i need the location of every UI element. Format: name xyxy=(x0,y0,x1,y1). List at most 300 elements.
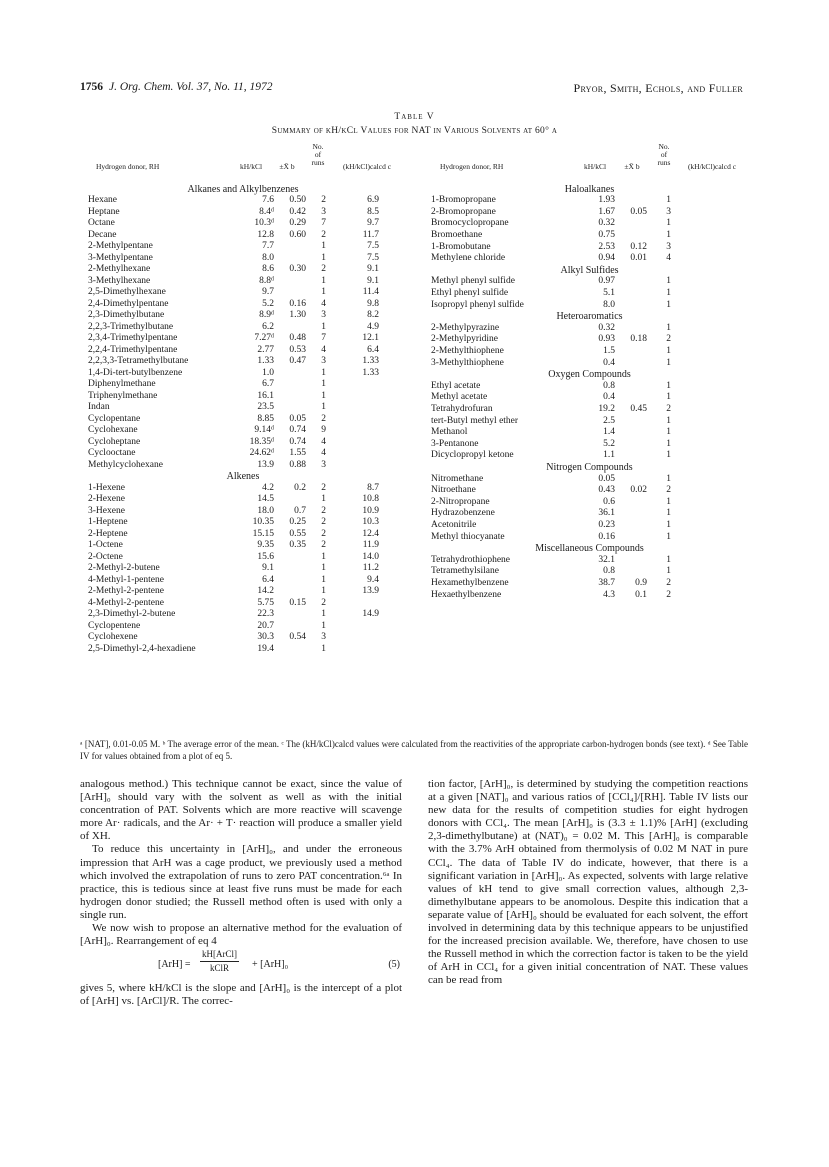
table-section-heading: Alkanes and Alkylbenzenes xyxy=(187,183,299,195)
table-row xyxy=(88,264,398,275)
cell-runs: 7 xyxy=(321,333,326,343)
cell-runs: 1 xyxy=(666,392,671,403)
cell-runs: 1 xyxy=(666,218,671,229)
table-row xyxy=(431,416,748,427)
cell-ratio: 22.3 xyxy=(257,609,274,619)
cell-ratio: 1.5 xyxy=(603,345,615,356)
cell-ratio: 0.93 xyxy=(598,334,615,345)
cell-runs: 1 xyxy=(321,287,326,297)
table-title: Table V xyxy=(394,112,435,122)
cell-ratio: 8.0 xyxy=(262,252,274,263)
cell-ratio: 1.1 xyxy=(603,450,615,461)
cell-donor: 2-Heptene xyxy=(88,528,128,539)
cell-calc: 8.2 xyxy=(367,310,379,320)
table-section-heading: Alkyl Sulfides xyxy=(560,264,619,276)
cell-calc: 8.7 xyxy=(367,482,379,493)
cell-runs: 2 xyxy=(321,229,326,240)
cell-error: 0.25 xyxy=(289,517,306,527)
cell-ratio: 8.85 xyxy=(257,413,274,424)
cell-runs: 3 xyxy=(321,632,326,642)
cell-error: 0.55 xyxy=(289,528,306,539)
cell-runs: 4 xyxy=(666,253,671,264)
cell-error: 0.45 xyxy=(630,403,647,414)
cell-runs: 4 xyxy=(321,436,326,447)
table-row xyxy=(431,520,748,531)
cell-runs: 2 xyxy=(321,597,326,608)
table-section-heading: Miscellaneous Compounds xyxy=(535,543,644,555)
cell-ratio: 23.5 xyxy=(257,402,274,412)
cell-calc: 9.1 xyxy=(367,264,379,274)
cell-calc: 10.9 xyxy=(362,505,379,516)
cell-donor: 2-Methylpentane xyxy=(88,241,153,251)
table-footnotes: ᵃ [NAT], 0.01-0.05 M. ᵇ The average error of the mean. ᶜ The (kH/kCl)calcd values were calculated from the reactivities of the appropriate carbon-hydrogen bonds (see text). ᵈ See Table IV for values obtained from a plot of eq 5. xyxy=(80,739,748,761)
cell-runs: 1 xyxy=(666,322,671,333)
cell-ratio: 5.2 xyxy=(603,438,615,449)
table-row xyxy=(431,404,748,415)
cell-donor: Cyclohexane xyxy=(88,425,138,435)
cell-runs: 2 xyxy=(321,264,326,274)
table-row xyxy=(88,230,398,241)
cell-runs: 2 xyxy=(666,485,671,496)
equation-rhs: + [ArH]₀ xyxy=(252,959,289,971)
table-row xyxy=(431,532,748,543)
cell-donor: Bromocyclopropane xyxy=(431,218,509,229)
cell-calc: 9.8 xyxy=(367,298,379,309)
cell-calc: 7.5 xyxy=(367,252,379,263)
body-column-left xyxy=(80,778,402,1008)
cell-donor: Indan xyxy=(88,402,110,412)
cell-donor: Tetrahydrothiophene xyxy=(431,554,511,565)
cell-ratio: 32.1 xyxy=(598,554,615,565)
cell-calc: 4.9 xyxy=(367,321,379,332)
cell-ratio: 0.8 xyxy=(603,380,615,391)
cell-calc: 6.9 xyxy=(367,195,379,205)
cell-ratio: 10.3ᵈ xyxy=(254,218,274,228)
cell-error: 0.53 xyxy=(289,344,306,355)
table-row xyxy=(431,590,748,601)
table-row xyxy=(88,195,398,206)
table-row xyxy=(88,644,398,655)
cell-donor: Triphenylmethane xyxy=(88,390,158,401)
running-header-left xyxy=(80,81,273,93)
cell-runs: 2 xyxy=(321,540,326,550)
cell-runs: 1 xyxy=(666,415,671,426)
cell-donor: Ethyl phenyl sulfide xyxy=(431,287,509,298)
cell-donor: tert-Butyl methyl ether xyxy=(431,415,519,426)
cell-runs: 1 xyxy=(321,551,326,562)
cell-ratio: 8.8ᵈ xyxy=(259,275,274,286)
cell-ratio: 24.62ᵈ xyxy=(249,448,274,458)
cell-donor: Methyl thiocyanate xyxy=(431,531,505,542)
cell-donor: 1-Octene xyxy=(88,540,123,550)
table-row xyxy=(88,276,398,287)
cell-ratio: 0.43 xyxy=(598,485,615,496)
cell-runs: 1 xyxy=(666,195,671,206)
table-row xyxy=(88,609,398,620)
cell-error: 0.05 xyxy=(289,413,306,424)
table-row xyxy=(88,241,398,252)
cell-calc: 9.7 xyxy=(367,218,379,228)
table-section-heading: Oxygen Compounds xyxy=(548,369,631,381)
cell-ratio: 0.8 xyxy=(603,566,615,577)
cell-runs: 1 xyxy=(666,496,671,507)
cell-ratio: 7.7 xyxy=(262,241,274,251)
running-header-authors: Pryor, Smith, Echols, and Fuller xyxy=(573,81,743,95)
cell-error: 0.88 xyxy=(289,459,306,470)
table-section-heading: Heteroaromatics xyxy=(556,311,623,323)
table-row xyxy=(431,427,748,438)
cell-runs: 1 xyxy=(666,357,671,368)
table-row xyxy=(88,333,398,344)
cell-donor: 2,3-Dimethylbutane xyxy=(88,310,165,320)
cell-error: 0.9 xyxy=(635,577,647,588)
cell-calc: 11.9 xyxy=(362,540,379,550)
cell-error: 0.47 xyxy=(289,356,306,366)
cell-ratio: 0.75 xyxy=(598,229,615,240)
cell-ratio: 30.3 xyxy=(257,632,274,642)
cell-runs: 3 xyxy=(321,310,326,320)
cell-runs: 1 xyxy=(666,427,671,438)
table-row xyxy=(88,356,398,367)
cell-donor: 1-Hexene xyxy=(88,482,125,493)
cell-ratio: 20.7 xyxy=(257,620,274,631)
cell-calc: 7.5 xyxy=(367,241,379,251)
cell-ratio: 8.0 xyxy=(603,299,615,310)
cell-ratio: 8.6 xyxy=(262,264,274,274)
cell-runs: 1 xyxy=(321,241,326,251)
cell-error: 0.7 xyxy=(294,505,306,516)
cell-ratio: 0.4 xyxy=(603,357,615,368)
table-row xyxy=(88,391,398,402)
cell-runs: 2 xyxy=(321,528,326,539)
cell-ratio: 0.16 xyxy=(598,531,615,542)
cell-calc: 12.1 xyxy=(362,333,379,343)
equation-lhs: [ArH] = xyxy=(158,959,191,971)
cell-donor: 2-Methylpyrazine xyxy=(431,322,500,333)
table-row xyxy=(431,242,748,253)
table-row xyxy=(88,379,398,390)
cell-donor: Methylene chloride xyxy=(431,253,506,264)
cell-ratio: 12.8 xyxy=(257,229,274,240)
cell-runs: 3 xyxy=(321,206,326,217)
cell-runs: 2 xyxy=(321,517,326,527)
cell-donor: 2,3,4-Trimethylpentane xyxy=(88,333,178,343)
cell-runs: 1 xyxy=(321,252,326,263)
cell-runs: 1 xyxy=(321,367,326,378)
cell-donor: 2-Methyl-2-pentene xyxy=(88,586,164,596)
cell-donor: 2,5-Dimethylhexane xyxy=(88,287,166,297)
cell-ratio: 9.7 xyxy=(262,287,274,297)
cell-calc: 9.1 xyxy=(367,275,379,286)
table-row xyxy=(88,460,398,471)
cell-error: 0.02 xyxy=(630,485,647,496)
cell-donor: Cyclopentane xyxy=(88,413,141,424)
cell-calc: 6.4 xyxy=(367,344,379,355)
cell-runs: 1 xyxy=(666,554,671,565)
cell-runs: 1 xyxy=(666,508,671,519)
table-row xyxy=(88,402,398,413)
cell-runs: 1 xyxy=(321,494,326,504)
table-row xyxy=(431,474,748,485)
cell-error: 0.16 xyxy=(289,298,306,309)
cell-donor: 2-Methylthiophene xyxy=(431,345,504,356)
cell-ratio: 19.4 xyxy=(257,643,274,654)
equation-fraction xyxy=(200,948,239,975)
table-row xyxy=(431,300,748,311)
table-row xyxy=(88,506,398,517)
table-row xyxy=(88,437,398,448)
table-row xyxy=(88,552,398,563)
cell-calc: 10.8 xyxy=(362,494,379,504)
equation-numerator: kH[ArCl] xyxy=(200,948,239,962)
cell-donor: Cyclopentene xyxy=(88,620,141,631)
cell-error: 0.60 xyxy=(289,229,306,240)
cell-donor: 3-Methylthiophene xyxy=(431,357,504,368)
cell-ratio: 18.35ᵈ xyxy=(249,436,274,447)
cell-ratio: 1.4 xyxy=(603,427,615,438)
cell-donor: Ethyl acetate xyxy=(431,380,481,391)
table-row xyxy=(431,566,748,577)
cell-calc: 14.0 xyxy=(362,551,379,562)
cell-calc: 1.33 xyxy=(362,367,379,378)
cell-ratio: 7.6 xyxy=(262,195,274,205)
table-row xyxy=(88,207,398,218)
table-row xyxy=(431,253,748,264)
col-head-donor-right: Hydrogen donor, RH xyxy=(440,162,504,171)
table-row xyxy=(431,288,748,299)
paragraph: gives 5, where kH/kCl is the slope and [ArH]₀ is the intercept of a plot of [ArH] vs. [ArCl]/R. The correc- xyxy=(80,982,402,1008)
table-row xyxy=(431,381,748,392)
cell-donor: 3-Pentanone xyxy=(431,438,479,449)
cell-ratio: 4.3 xyxy=(603,589,615,600)
table-row xyxy=(431,485,748,496)
col-head-calc-right: (kH/kCl)calcd c xyxy=(687,162,737,171)
table-row xyxy=(88,310,398,321)
cell-runs: 2 xyxy=(666,577,671,588)
cell-donor: Dicyclopropyl ketone xyxy=(431,450,514,461)
cell-ratio: 5.75 xyxy=(257,597,274,608)
cell-ratio: 0.4 xyxy=(603,392,615,403)
cell-ratio: 19.2 xyxy=(598,403,615,414)
cell-runs: 3 xyxy=(321,356,326,366)
cell-error: 0.48 xyxy=(289,333,306,343)
cell-ratio: 14.2 xyxy=(257,586,274,596)
cell-runs: 1 xyxy=(666,229,671,240)
cell-error: 0.15 xyxy=(289,597,306,608)
table-row xyxy=(431,497,748,508)
cell-donor: 1-Bromobutane xyxy=(431,241,491,252)
cell-calc: 11.4 xyxy=(362,287,379,297)
cell-calc: 13.9 xyxy=(362,586,379,596)
col-head-err-right: ±X̄ b xyxy=(624,162,640,171)
cell-ratio: 36.1 xyxy=(598,508,615,519)
cell-ratio: 0.23 xyxy=(598,519,615,530)
cell-ratio: 5.1 xyxy=(603,287,615,298)
cell-calc: 12.4 xyxy=(362,528,379,539)
table-row xyxy=(88,632,398,643)
cell-runs: 1 xyxy=(666,473,671,484)
table-row xyxy=(88,287,398,298)
paragraph: tion factor, [ArH]₀, is determined by studying the competition reactions at a given [NAT]₀ and various ratios of [CCl₄]/[RH]. Table IV lists our new data for the results of competition studies for eight hydrogen donors with CCl₄. The mean [ArH]₀ is (3.3 ± 1.1)% [ArH] (excluding 2,3-dimethylbutane) at (NAT)₀ = 0.02 M. This [ArH]₀ is comparable with the 3.7% ArH obtained from thermolysis of 0.02 M NAT in pure CCl₄. The data of Table IV do indicate, however, that there is a significant variation in [ArH]₀. As expected, solvents with large relative values of kH tend to give small correction values, although 2,3-dimethylbutane appears to be anomolous. Despite this indication that a separate value of [ArH]₀ should be evaluated for each solvent, the effort involved in determining data by this technique appears to be unjustified for the increased precision available. We, therefore, have chosen to use the Russell method in which the correction factor is taken to be the yield of ArH in CCl₄ for a given initial concentration of NAT. These values can be read from xyxy=(428,778,748,987)
cell-ratio: 6.7 xyxy=(262,379,274,389)
table-row xyxy=(431,578,748,589)
cell-runs: 1 xyxy=(321,574,326,585)
cell-ratio: 2.77 xyxy=(257,344,274,355)
cell-donor: 4-Methyl-1-pentene xyxy=(88,574,164,585)
cell-runs: 2 xyxy=(321,505,326,516)
cell-donor: 4-Methyl-2-pentene xyxy=(88,597,164,608)
cell-ratio: 9.1 xyxy=(262,563,274,573)
cell-donor: 2-Bromopropane xyxy=(431,206,496,217)
cell-calc: 9.4 xyxy=(367,574,379,585)
cell-ratio: 6.2 xyxy=(262,321,274,332)
cell-donor: 3-Methylpentane xyxy=(88,252,153,263)
cell-ratio: 9.35 xyxy=(257,540,274,550)
cell-ratio: 1.33 xyxy=(257,356,274,366)
cell-error: 0.01 xyxy=(630,253,647,264)
cell-donor: 1,4-Di-tert-butylbenzene xyxy=(88,367,183,378)
cell-ratio: 13.9 xyxy=(257,459,274,470)
cell-ratio: 5.2 xyxy=(262,298,274,309)
cell-ratio: 2.5 xyxy=(603,415,615,426)
table-row xyxy=(88,368,398,379)
cell-runs: 1 xyxy=(321,643,326,654)
cell-error: 0.2 xyxy=(294,482,306,493)
col-head-calc-left: (kH/kCl)calcd c xyxy=(342,162,392,171)
cell-donor: Hexaethylbenzene xyxy=(431,589,502,600)
cell-runs: 1 xyxy=(321,609,326,619)
cell-donor: 3-Hexene xyxy=(88,505,125,516)
paragraph: To reduce this uncertainty in [ArH]₀, and under the erroneous impression that ArH was a cage product, we previously used a method which involved the extrapolation of runs to zero PAT concentration.⁶ᵃ In practice, this is tedious since at least five runs must be made for each hydrogen donor studied; the Russell method often is used with only a single run. xyxy=(80,843,402,921)
cell-runs: 1 xyxy=(321,586,326,596)
cell-runs: 1 xyxy=(666,276,671,287)
journal-citation: J. Org. Chem. Vol. 37, No. 11, 1972 xyxy=(109,81,273,93)
cell-donor: 2-Hexene xyxy=(88,494,125,504)
cell-runs: 1 xyxy=(321,563,326,573)
cell-runs: 3 xyxy=(666,206,671,217)
paragraph: We now wish to propose an alternative method for the evaluation of [ArH]₀. Rearrangement of eq 4 xyxy=(80,922,402,948)
cell-error: 0.30 xyxy=(289,264,306,274)
cell-error: 0.35 xyxy=(289,540,306,550)
cell-runs: 1 xyxy=(666,519,671,530)
cell-donor: Cycloheptane xyxy=(88,436,141,447)
cell-ratio: 16.1 xyxy=(257,390,274,401)
table-row xyxy=(88,621,398,632)
cell-ratio: 0.6 xyxy=(603,496,615,507)
col-head-runs-right: No. of runs xyxy=(657,142,671,167)
cell-donor: 2-Methylhexane xyxy=(88,264,151,274)
table-row xyxy=(88,563,398,574)
cell-runs: 1 xyxy=(321,620,326,631)
cell-runs: 2 xyxy=(321,413,326,424)
body-column-right xyxy=(428,778,748,988)
cell-runs: 1 xyxy=(666,450,671,461)
paragraph: analogous method.) This technique cannot be exact, since the value of [ArH]₀ should vary with the solvent as well as with the initial concentration of PAT. Solvents which are more reactive will scavenge more Ar· radicals, and the Ar· + T· reaction will produce a smaller yield of XH. xyxy=(80,778,402,843)
cell-calc: 11.7 xyxy=(362,229,379,240)
cell-runs: 2 xyxy=(666,403,671,414)
cell-runs: 1 xyxy=(666,299,671,310)
table-row xyxy=(431,358,748,369)
table-row xyxy=(88,414,398,425)
cell-ratio: 18.0 xyxy=(257,505,274,516)
cell-runs: 4 xyxy=(321,298,326,309)
table-row xyxy=(431,230,748,241)
table-row xyxy=(88,425,398,436)
cell-donor: Decane xyxy=(88,229,117,240)
cell-ratio: 15.15 xyxy=(252,528,274,539)
cell-donor: Tetrahydrofuran xyxy=(431,403,493,414)
equation-5 xyxy=(80,948,402,982)
cell-donor: Octane xyxy=(88,218,115,228)
cell-runs: 1 xyxy=(321,321,326,332)
table-row xyxy=(431,439,748,450)
cell-donor: 2-Octene xyxy=(88,551,123,562)
cell-donor: 2-Methyl-2-butene xyxy=(88,563,160,573)
table-row xyxy=(88,575,398,586)
cell-runs: 3 xyxy=(666,241,671,252)
cell-calc: 1.33 xyxy=(362,356,379,366)
cell-runs: 1 xyxy=(666,287,671,298)
cell-donor: Cyclooctane xyxy=(88,448,136,458)
cell-donor: Nitromethane xyxy=(431,473,484,484)
cell-runs: 9 xyxy=(321,425,326,435)
page-number: 1756 xyxy=(80,81,103,93)
cell-runs: 1 xyxy=(321,379,326,389)
cell-ratio: 0.05 xyxy=(598,473,615,484)
table-row xyxy=(88,598,398,609)
table-row xyxy=(431,450,748,461)
col-head-donor-left: Hydrogen donor, RH xyxy=(96,162,160,171)
cell-error: 0.05 xyxy=(630,206,647,217)
table-row xyxy=(88,299,398,310)
cell-runs: 1 xyxy=(666,345,671,356)
cell-donor: Cyclohexene xyxy=(88,632,138,642)
table-row xyxy=(431,346,748,357)
cell-donor: 2,2,4-Trimethylpentane xyxy=(88,344,178,355)
cell-runs: 2 xyxy=(666,589,671,600)
cell-runs: 3 xyxy=(321,459,326,470)
cell-runs: 1 xyxy=(321,390,326,401)
cell-ratio: 38.7 xyxy=(598,577,615,588)
cell-donor: Isopropyl phenyl sulfide xyxy=(431,299,524,310)
cell-error: 0.12 xyxy=(630,241,647,252)
cell-donor: 2,5-Dimethyl-2,4-hexadiene xyxy=(88,643,196,654)
cell-donor: Methyl acetate xyxy=(431,392,488,403)
cell-ratio: 0.32 xyxy=(598,322,615,333)
cell-error: 0.74 xyxy=(289,425,306,435)
cell-donor: 1-Heptene xyxy=(88,517,128,527)
table-row xyxy=(88,517,398,528)
col-head-err-left: ±X̄ b xyxy=(279,162,295,171)
table-row xyxy=(88,218,398,229)
cell-donor: Hydrazobenzene xyxy=(431,508,495,519)
table-row xyxy=(431,218,748,229)
cell-ratio: 7.27ᵈ xyxy=(254,333,274,343)
cell-donor: Diphenylmethane xyxy=(88,379,156,389)
cell-runs: 2 xyxy=(321,195,326,205)
cell-runs: 1 xyxy=(666,566,671,577)
cell-calc: 14.9 xyxy=(362,609,379,619)
equation-number: (5) xyxy=(388,959,400,971)
cell-runs: 2 xyxy=(666,334,671,345)
table-row xyxy=(88,483,398,494)
cell-error: 0.18 xyxy=(630,334,647,345)
cell-ratio: 0.97 xyxy=(598,276,615,287)
cell-donor: Heptane xyxy=(88,206,120,217)
table-row xyxy=(431,555,748,566)
table-row xyxy=(88,322,398,333)
cell-error: 0.29 xyxy=(289,218,306,228)
